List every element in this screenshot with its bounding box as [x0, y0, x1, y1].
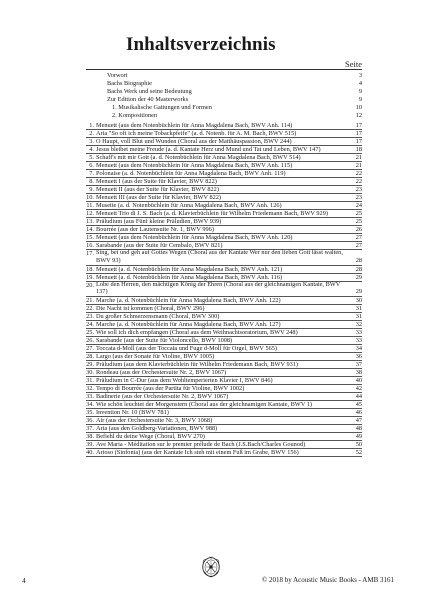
page-title: Inhaltsverzeichnis [126, 34, 276, 55]
toc-entry [86, 369, 362, 377]
entry-title: Ave Maria - Méditation sur le premier prélude de Bach (J.S.Bach/Charles Gounod) [96, 441, 306, 449]
entry-number: 10. [86, 194, 94, 201]
entry-page: 25 [355, 210, 362, 217]
toc-entry [86, 401, 362, 409]
entry-page: 17 [355, 122, 362, 129]
entry-number: 28. [86, 353, 94, 361]
entry-page: 26 [355, 226, 362, 233]
entry-number: 3. [89, 138, 94, 145]
page-number: 4 [22, 576, 26, 585]
entry-page: 17 [355, 130, 362, 137]
toc-entry [86, 202, 362, 210]
entry-number: 30. [86, 369, 94, 377]
toc-entry [86, 218, 362, 226]
toc-entry [86, 194, 362, 202]
entry-title: Menuett (a. d. Notenbüchlein für Anna Magdalena Bach, BWV Anh. 116) [96, 273, 283, 281]
toc-entry [86, 178, 362, 186]
entry-number: 20. [86, 281, 94, 289]
entry-page: 12 [355, 112, 362, 119]
entry-page: 48 [355, 425, 362, 433]
entry-title: Die Nacht ist kommen (Choral, BWV 296) [96, 305, 205, 313]
entry-page: 45 [355, 401, 362, 409]
entry-number: 24. [86, 321, 94, 329]
toc-entry [86, 361, 362, 369]
toc-entry [86, 409, 362, 417]
entry-title: Arioso (Sinfonia) (aus der Kantate Ich steh mit einem Fuß im Grabe, BWV 156) [96, 449, 299, 457]
entry-page: 28 [355, 256, 362, 264]
entry-number: 11. [86, 202, 94, 209]
entry-page: 47 [355, 417, 362, 425]
entry-page: 33 [355, 337, 362, 345]
entry-title: O Haupt, voll Blut und Wunden (Choral aus der Matthäuspassion, BWV 244) [96, 138, 292, 145]
entry-title: Du großer Schmerzensmann (Choral, BWV 300) [96, 313, 220, 321]
entry-number: 19. [86, 273, 94, 281]
entry-number: 1. [89, 122, 94, 129]
entry-number: 29. [86, 361, 94, 369]
entry-title: Menuett III (aus der Suite für Klavier, BWV 822) [96, 194, 222, 201]
entry-number: 14. [86, 226, 94, 233]
entry-title: Menuett (aus dem Notenbüchlein für Anna Magdalena Bach, BWV Anh. 115) [96, 162, 293, 169]
toc-entry [86, 353, 362, 361]
entry-title: Sarabande (aus der Suite für Cembalo, BWV 821) [96, 242, 223, 249]
entry-page: 46 [355, 409, 362, 417]
copyright-footer: © 2018 by Acoustic Music Books - AMB 3161 [261, 576, 394, 584]
toc-entry [86, 234, 362, 242]
entry-page: 32 [355, 321, 362, 329]
entry-number: 6. [89, 162, 94, 169]
entry-title: Bourrée (aus der Lautensuite Nr. 1, BWV 996) [96, 226, 214, 233]
entry-number: 13. [86, 218, 94, 225]
entry-title: Vorwort [107, 72, 128, 79]
entry-number: 36. [86, 417, 94, 425]
toc-entry [86, 186, 362, 194]
table-of-contents [86, 72, 362, 457]
header-rule [86, 69, 362, 70]
page-column-header: Seite [345, 59, 362, 69]
entry-page: 27 [355, 234, 362, 241]
entry-title: Air (aus der Orchestersuite Nr. 3, BWV 1068) [96, 417, 213, 425]
entry-title: Jesus bleibet meine Freude (a. d. Kantate Herz und Mund und Tat und Leben, BWV 147) [96, 146, 321, 153]
toc-entry [86, 154, 362, 162]
toc-entry [86, 146, 362, 154]
entry-title: Menuett Trio di J. S. Bach (a. d. Klavierbüchlein für Wilhelm Friedemann Bach, BWV 929) [96, 210, 328, 217]
toc-entry [86, 170, 362, 178]
entry-title: Wie soll ich dich empfangen (Choral aus dem Weihnachtsoratorium, BWV 248) [96, 329, 298, 337]
toc-entry [86, 122, 362, 130]
entry-number: 32. [86, 385, 94, 393]
entry-page: 22 [355, 170, 362, 177]
entry-number: 23. [86, 313, 94, 321]
entry-title: Präludium (aus dem Klavierbüchlein für Wilhelm Friedemann Bach, BWV 931) [96, 361, 299, 369]
toc-front-entry [86, 96, 362, 104]
toc-entry [86, 337, 362, 345]
toc-entry [86, 345, 362, 353]
entry-page: 52 [355, 449, 362, 457]
entry-title: Sing, bet und geh auf Gottes Wegen (Choral aus der Kantate Wer nur den lieben Gott lässt walten, BWV 93) [96, 249, 343, 264]
toc-entry [86, 305, 362, 313]
entry-page: 33 [355, 329, 362, 337]
entry-page: 23 [355, 194, 362, 201]
entry-page: 31 [355, 305, 362, 313]
entry-title: Befiehl du deine Wege (Choral, BWV 270) [96, 433, 205, 441]
entry-number: 21. [86, 297, 94, 305]
entry-page: 38 [355, 369, 362, 377]
entry-page: 30 [355, 297, 362, 305]
entry-number: 2. [89, 130, 94, 137]
entry-number: 8. [89, 178, 94, 185]
toc-entry [86, 433, 362, 441]
toc-entry [86, 210, 362, 218]
entry-number: 15. [86, 234, 94, 241]
entry-number: 12. [86, 210, 94, 217]
entry-title: Toccata d-Moll (aus der Toccata und Fuge d-Moll für Orgel, BWV 565) [96, 345, 277, 353]
entry-page: 21 [355, 154, 362, 161]
entry-title: Wie schön leuchtet der Morgenstern (Choral aus der gleichnamigen Kantate, BWV 1) [96, 401, 312, 409]
toc-entry [86, 377, 362, 385]
entry-title: Bachs Werk und seine Bedeutung [107, 88, 192, 95]
entry-number: 25. [86, 329, 94, 337]
toc-entry [86, 282, 362, 298]
entry-page: 22 [355, 178, 362, 185]
entry-title: Präludium (aus Fünf kleine Präludien, BWV 939) [96, 218, 222, 225]
entry-title: Badinerie (aus der Orchestersuite Nr. 2, BWV 1067) [96, 393, 229, 401]
entry-title: Rondeau (aus der Orchestersuite Nr. 2, BWV 1067) [96, 369, 227, 377]
entry-title: Präludium in C-Dur (aus dem Wohltemperierten Klavier I, BWV 846) [96, 377, 273, 385]
entry-title: Bachs Biographie [107, 80, 152, 87]
toc-entry [86, 449, 362, 457]
entry-number: 27. [86, 345, 94, 353]
entry-number: 40. [86, 449, 94, 457]
toc-entry [86, 138, 362, 146]
entry-page: 34 [355, 345, 362, 353]
entry-page: 18 [355, 146, 362, 153]
entry-number: 35. [86, 409, 94, 417]
entry-page: 49 [355, 433, 362, 441]
toc-entry [86, 441, 362, 449]
entry-page: 28 [355, 265, 362, 273]
entry-title: Musette (a. d. Notenbüchlein für Anna Magdalena Bach, BWV Anh. 126) [96, 202, 282, 209]
bach-seal-icon [200, 556, 222, 578]
entry-page: 44 [355, 393, 362, 401]
entry-number: 5. [89, 154, 94, 161]
toc-entry [86, 297, 362, 305]
toc-entry [86, 425, 362, 433]
entry-number: 39. [86, 441, 94, 449]
entry-page: 21 [355, 162, 362, 169]
entry-title: Polonaise (a. d. Notenbüchlein für Anna Magdalena Bach, BWV Anh. 119) [96, 170, 286, 177]
entry-page: 29 [355, 273, 362, 281]
entry-page: 9 [358, 88, 362, 95]
entry-page: 25 [355, 218, 362, 225]
entry-number: 7. [89, 170, 94, 177]
entry-title: Schaff's mit mir Gott (a. d. Notenbüchlein für Anna Magdalena Bach, BWV 514) [96, 154, 301, 161]
entry-number: 22. [86, 305, 94, 313]
entry-title: Lobe den Herren, den mächtigen König der Ehren (Choral aus der gleichnamigen Kantate, BWV 137) [96, 280, 341, 296]
toc-front-entry [86, 72, 362, 80]
entry-title: Aria "So oft ich meine Tobackpfeife" (a. d. Notenb. für A. M. Bach, BWV 515) [96, 130, 297, 137]
entry-number: 37. [86, 425, 94, 433]
entry-title: Menuett (a. d. Notenbüchlein für Anna Magdalena Bach, BWV Anh. 121) [96, 265, 283, 273]
toc-entry [86, 417, 362, 425]
toc-front-entry [86, 80, 362, 88]
entry-page: 27 [355, 242, 362, 249]
entry-title: Invention Nr. 10 (BWV 781) [96, 409, 169, 417]
entry-title: Sarabande (aus der Suite für Violoncello, BWV 1008) [96, 337, 233, 345]
toc-entry [86, 162, 362, 170]
entry-title: Menuett I (aus der Suite für Klavier, BWV 822) [96, 178, 217, 185]
entry-title: Largo (aus der Sonate für Violine, BWV 1005) [96, 353, 215, 361]
toc-entry [86, 226, 362, 234]
toc-entry [86, 250, 362, 266]
entry-number: 34. [86, 401, 94, 409]
entry-title: Menuett (aus dem Notenbüchlein für Anna Magdalena Bach, BWV Anh. 120) [96, 234, 293, 241]
entry-number: 9. [89, 186, 94, 193]
entry-page: 3 [358, 72, 362, 79]
entry-number: 4. [89, 146, 94, 153]
entry-page: 36 [355, 353, 362, 361]
entry-page: 17 [355, 138, 362, 145]
entry-page: 10 [355, 104, 362, 111]
toc-entry [86, 385, 362, 393]
entry-page: 40 [355, 377, 362, 385]
entry-page: 4 [358, 80, 362, 87]
toc-entry [86, 393, 362, 401]
toc-entry [86, 313, 362, 321]
entry-number: 17. [86, 250, 94, 257]
entry-title: Menuett (aus dem Notenbüchlein für Anna Magdalena Bach, BWV Anh. 114) [96, 122, 293, 129]
entry-page: 29 [355, 288, 362, 296]
entry-number: 31. [86, 377, 94, 385]
toc-front-entry [86, 112, 362, 120]
entry-title: Zur Edition der 40 Masterworks [107, 96, 189, 103]
entry-title: Menuett II (aus der Suite für Klavier, BWV 822) [96, 186, 219, 193]
toc-front-entry [86, 88, 362, 96]
entry-title: 1. Musikalische Gattungen und Formen [112, 104, 212, 111]
toc-entry [86, 266, 362, 274]
entry-page: 24 [355, 202, 362, 209]
entry-number: 18. [86, 265, 94, 273]
entry-title: Marche (a. d. Notenbüchlein für Anna Magdalena Bach, BWV Anh. 122) [96, 297, 281, 305]
entry-page: 9 [358, 96, 362, 103]
toc-front-entry [86, 104, 362, 112]
entry-title: 2. Kompositionen [112, 112, 158, 119]
entry-page: 42 [355, 385, 362, 393]
entry-page: 23 [355, 186, 362, 193]
entry-page: 50 [355, 441, 362, 449]
entry-page: 31 [355, 313, 362, 321]
entry-title: Marche (a. d. Notenbüchlein für Anna Magdalena Bach, BWV Anh. 127) [96, 321, 281, 329]
entry-number: 16. [86, 242, 94, 249]
entry-number: 38. [86, 433, 94, 441]
toc-entry [86, 321, 362, 329]
entry-number: 33. [86, 393, 94, 401]
entry-number: 26. [86, 337, 94, 345]
entry-page: 37 [355, 361, 362, 369]
entry-title: Tempo di Bourrée (aus der Partita für Violine, BWV 1002) [96, 385, 245, 393]
entry-title: Aria (aus den Goldberg-Variationen, BWV 988) [96, 425, 218, 433]
toc-entry [86, 130, 362, 138]
toc-entry [86, 329, 362, 337]
